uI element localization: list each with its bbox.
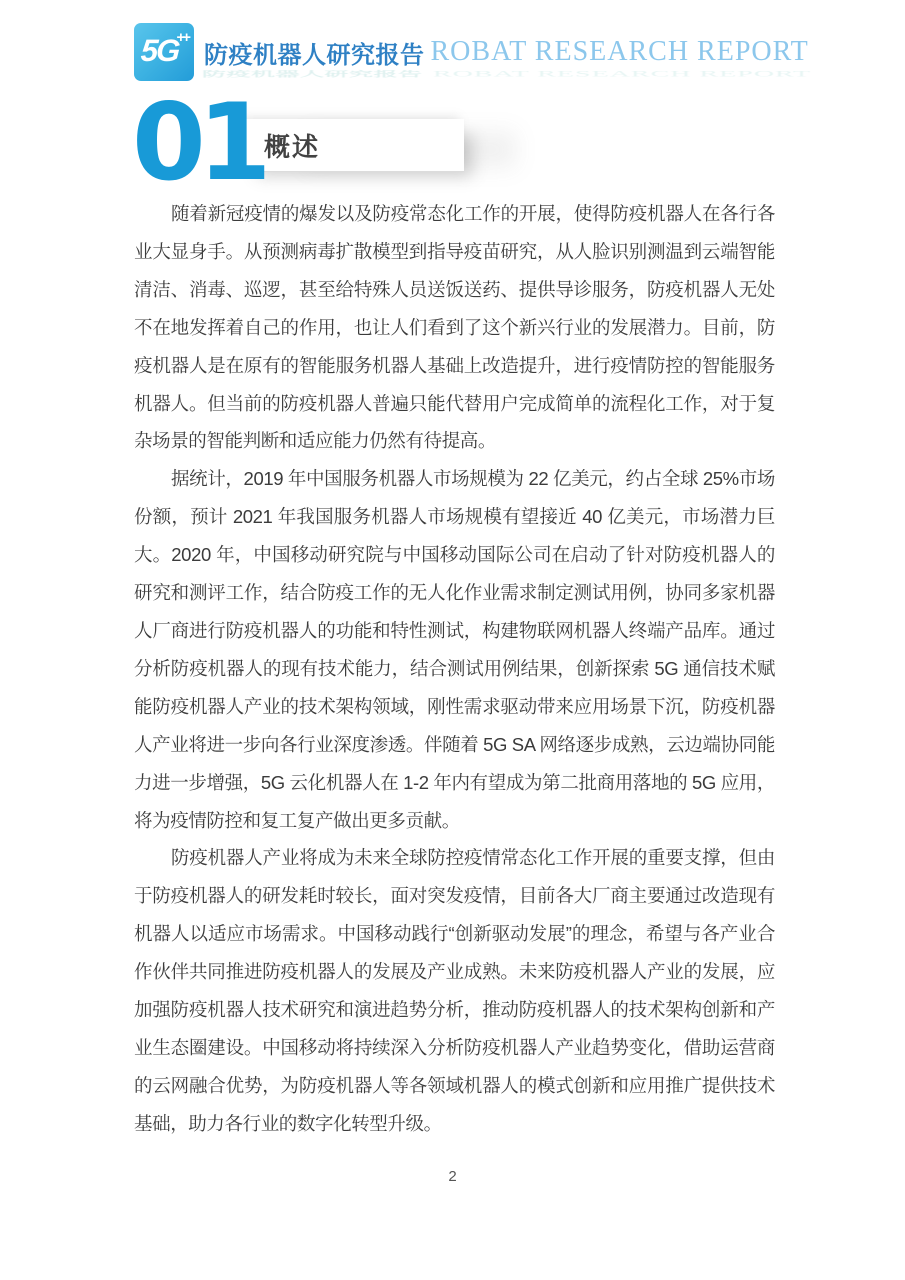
page-number: 2 <box>448 1168 457 1185</box>
section-heading: 概述 <box>264 131 321 162</box>
page-header <box>134 22 812 82</box>
5g-logo-plus-icon: ++ <box>176 29 188 46</box>
paragraph-1: 随着新冠疫情的爆发以及防疫常态化工作的开展，使得防疫机器人在各行各业大显身手。从预测病毒扩散模型到指导疫苗研究，从人脸识别测温到云端智能清洁、消毒、巡逻，甚至给特殊人员送饭送药、提供导诊服务，防疫机器人无处不在地发挥着自己的作用，也让人们看到了这个新兴行业的发展潜力。目前，防疫机器人是在原有的智能服务机器人基础上改造提升，进行疫情防控的智能服务机器人。但当前的防疫机器人普遍只能代替用户完成简单的流程化工作，对于复杂场景的智能判断和适应能力仍然有待提高。 <box>134 203 775 452</box>
paragraph-3: 防疫机器人产业将成为未来全球防控疫情常态化工作开展的重要支撑，但由于防疫机器人的研发耗时较长，面对突发疫情，目前各大厂商主要通过改造现有机器人以适应市场需求。中国移动践行“创新驱动发展”的理念，希望与各产业合作伙伴共同推进防疫机器人的发展及产业成熟。未来防疫机器人产业的发展，应加强防疫机器人技术研究和演进趋势分析，推动防疫机器人的技术架构创新和产业生态圈建设。中国移动将持续深入分析防疫机器人产业趋势变化，借助运营商的云网融合优势，为防疫机器人等各领域机器人的模式创新和应用推广提供技术基础，助力各行业的数字化转型升级。 <box>134 847 775 1134</box>
5g-logo <box>134 23 194 81</box>
5g-logo-text: 5G <box>139 33 180 68</box>
paragraph-2: 据统计，2019 年中国服务机器人市场规模为 22 亿美元，约占全球 25%市场份额，预计 2021 年我国服务机器人市场规模有望接近 40 亿美元，市场潜力巨大。2020 年，中国移动研究院与中国移动国际公司在启动了针对防疫机器人的研究和测评工作，结合防疫工作的无人化作业需求制定测试用例，协同多家机器人厂商进行防疫机器人的功能和特性测试，构建物联网机器人终端产品库。通过分析防疫机器人的现有技术能力，结合测试用例结果，创新探索 5G 通信技术赋能防疫机器人产业的技术架构领域，刚性需求驱动带来应用场景下沉，防疫机器人产业将进一步向各行业深度渗透。伴随着 5G SA 网络逐步成熟，云边端协同能力进一步增强，5G 云化机器人在 1-2 年内有望成为第二批商用落地的 5G 应用，将为疫情防控和复工复产做出更多贡献。 <box>134 468 775 831</box>
header-title-reflection: 防疫机器人研究报告 ROBAT RESEARCH REPORT <box>202 69 812 79</box>
body-text <box>134 195 775 1143</box>
section-number: 01 <box>132 81 264 204</box>
report-title-en: ROBAT RESEARCH REPORT <box>430 36 809 67</box>
section-heading-card <box>237 119 464 172</box>
report-title-cn: 防疫机器人研究报告 <box>204 41 425 69</box>
